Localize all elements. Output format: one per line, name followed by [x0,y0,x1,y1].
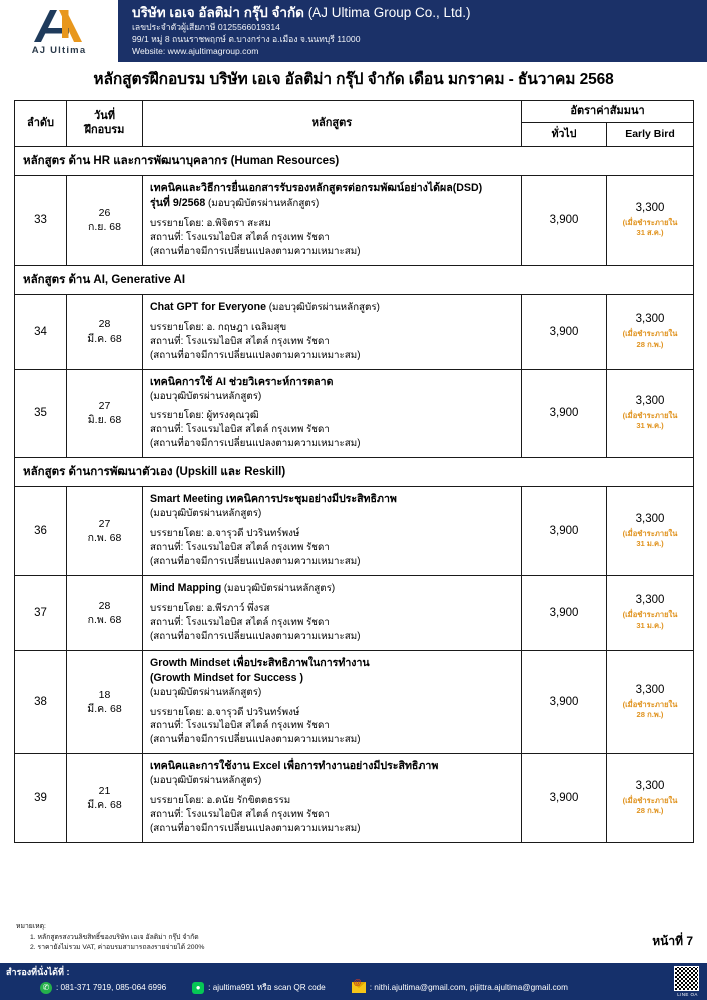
section-header-row [15,458,694,487]
cell-course-details [143,575,522,650]
cell-price-earlybird [607,369,694,458]
cell-price-earlybird [607,176,694,266]
page-number: หน้าที่ 7 [652,934,693,948]
cell-course-details [143,487,522,576]
col-header-date [67,101,143,147]
contact-email-text: : nithi.ajultima@gmail.com, pijittra.ajultima@gmail.com [369,983,568,992]
course-venue-note: (สถานที่อาจมีการเปลี่ยนแปลงตามความเหมาะสม) [150,823,361,835]
table-row [15,294,694,369]
course-speaker: บรรยายโดย: อ.ดนัย รักขิตตธรรม [150,795,291,807]
earlybird-price-value: 3,300 [635,395,665,408]
cell-price-earlybird [607,487,694,576]
cell-price-general: 3,900 [522,650,607,754]
course-schedule-table-wrapper [14,100,693,843]
course-venue: สถานที่: โรงแรมไอบิส สไตล์ กรุงเทพ รัชดา [150,809,330,821]
earlybird-note-line1: (เมื่อชำระภายใน [622,528,678,538]
cell-row-number: 39 [15,754,67,843]
earlybird-note-line1: (เมื่อชำระภายใน [622,610,678,620]
footnotes-heading: หมายเหตุ: [16,923,46,930]
date-month: ก.พ. 68 [87,532,122,545]
cell-row-number: 38 [15,650,67,754]
cell-training-date [67,369,143,458]
course-venue-note: (สถานที่อาจมีการเปลี่ยนแปลงตามความเหมาะสม) [150,438,361,450]
earlybird-price-value: 3,300 [635,779,665,792]
col-header-rate-earlybird: Early Bird [607,123,694,147]
course-venue-note: (สถานที่อาจมีการเปลี่ยนแปลงตามความเหมาะสม) [150,630,361,642]
earlybird-note-line1: (เมื่อชำระภายใน [622,795,678,805]
course-venue: สถานที่: โรงแรมไอบิส สไตล์ กรุงเทพ รัชดา [150,335,330,347]
course-title: เทคนิคและการใช้งาน Excel เพื่อการทำงานอย่างมีประสิทธิภาพ [150,760,439,773]
course-venue: สถานที่: โรงแรมไอบิส สไตล์ กรุงเทพ รัชดา [150,542,330,554]
section-header-label: หลักสูตร ด้าน HR และการพัฒนาบุคลากร (Human Resources) [15,147,694,176]
date-day: 28 [98,318,111,331]
cell-price-general: 3,900 [522,575,607,650]
cell-training-date [67,754,143,843]
cell-price-general: 3,900 [522,754,607,843]
course-title: Growth Mindset เพื่อประสิทธิภาพในการทำงาน [150,656,370,669]
course-title-note: (มอบวุฒิบัตรผ่านหลักสูตร) [265,301,380,313]
cell-training-date [67,650,143,754]
reserve-label: สำรองที่นั่งได้ที่ : [6,967,70,977]
table-head [15,101,694,147]
cell-price-earlybird [607,575,694,650]
website-line: Website: www.ajultimagroup.com [132,45,259,56]
cell-course-details [143,176,522,266]
email-icon: @ [352,982,366,993]
table-row [15,754,694,843]
course-title: เทคนิคการใช้ AI ช่วยวิเคราะห์การตลาด [150,375,334,388]
cell-price-earlybird [607,754,694,843]
date-month: มี.ค. 68 [87,799,122,812]
course-speaker: บรรยายโดย: อ.จารุวดี ปวรินทร์พงษ์ [150,528,300,540]
earlybird-note-line2: 31 ม.ค.) [636,539,664,549]
section-header-label: หลักสูตร ด้าน AI, Generative AI [15,265,694,294]
cell-price-general: 3,900 [522,294,607,369]
course-speaker: บรรยายโดย: อ.พิจิตรา สะสม [150,218,271,230]
course-title: Chat GPT for Everyone (มอบวุฒิบัตรผ่านหลักสูตร) [150,300,380,313]
table-body [15,147,694,843]
company-logo [0,0,118,62]
date-day: 28 [98,599,111,612]
cell-price-earlybird [607,650,694,754]
date-day: 27 [98,517,111,530]
course-venue-note: (สถานที่อาจมีการเปลี่ยนแปลงตามความเหมาะสม) [150,734,361,746]
tax-id-line: เลขประจำตัวผู้เสียภาษี 0125566019314 [132,22,280,33]
course-title-note: (มอบวุฒิบัตรผ่านหลักสูตร) [205,198,320,210]
course-schedule-table [14,100,694,843]
earlybird-note-line1: (เมื่อชำระภายใน [622,218,678,228]
qr-code-icon [674,966,699,991]
contact-email[interactable] [352,978,568,993]
earlybird-note-line1: (เมื่อชำระภายใน [622,329,678,339]
course-speaker: บรรยายโดย: อ.พีรภาว์ พึ่งรส [150,602,270,614]
section-header-label: หลักสูตร ด้านการพัฒนาตัวเอง (Upskill และ Reskill) [15,458,694,487]
earlybird-deadline-note [607,610,693,631]
earlybird-note-line2: 31 พ.ค.) [636,421,664,431]
company-name-en: (AJ Ultima Group Co., Ltd.) [307,5,471,21]
logo-wordmark: AJ Ultima [31,45,87,56]
cell-price-general: 3,900 [522,487,607,576]
cell-training-date [67,487,143,576]
col-header-no: ลำดับ [15,101,67,147]
cell-training-date [67,575,143,650]
section-header-row [15,147,694,176]
cell-row-number: 35 [15,369,67,458]
course-subtitle: (มอบวุฒิบัตรผ่านหลักสูตร) [150,686,262,698]
cell-price-general: 3,900 [522,369,607,458]
earlybird-note-line2: 31 ม.ค.) [636,620,664,630]
course-subtitle: (มอบวุฒิบัตรผ่านหลักสูตร) [150,508,262,520]
contact-phone-text: : 081-371 7919, 085-064 6996 [56,983,167,992]
earlybird-note-line1: (เมื่อชำระภายใน [622,699,678,709]
course-subtitle: (มอบวุฒิบัตรผ่านหลักสูตร) [150,390,262,402]
date-month: มี.ค. 68 [87,332,122,345]
earlybird-deadline-note [607,329,693,350]
table-row [15,650,694,754]
course-venue: สถานที่: โรงแรมไอบิส สไตล์ กรุงเทพ รัชดา [150,231,330,243]
col-header-course: หลักสูตร [143,101,522,147]
contact-footer-bar [0,963,707,1000]
line-chat-icon: ● [192,982,204,994]
cell-row-number: 33 [15,176,67,266]
earlybird-deadline-note [607,796,693,817]
company-info-band [118,0,707,62]
date-month: มิ.ย. 68 [87,414,122,427]
course-title: Mind Mapping (มอบวุฒิบัตรผ่านหลักสูตร) [150,581,336,594]
date-day: 26 [98,207,111,220]
contact-line-text: : ajultima991 หรือ scan QR code [208,983,326,992]
contact-phone[interactable] [40,982,166,994]
cell-row-number: 37 [15,575,67,650]
aj-ultima-logo-icon [32,8,86,44]
earlybird-note-line2: 28 ก.พ.) [636,339,664,349]
table-header-row-1 [15,101,694,123]
course-venue: สถานที่: โรงแรมไอบิส สไตล์ กรุงเทพ รัชดา [150,616,330,628]
footnote-item-2: 2. ราคายังไม่รวม VAT, ค่าอบรมสามารถลงรายจ่ายได้ 200% [30,944,205,952]
date-day: 21 [98,784,111,797]
cell-course-details [143,650,522,754]
cell-training-date [67,294,143,369]
page-header [0,0,707,62]
earlybird-price-value: 3,300 [635,594,665,607]
cell-row-number: 36 [15,487,67,576]
course-title-secondary: (Growth Mindset for Success ) [150,671,304,684]
table-row [15,176,694,266]
earlybird-note-line2: 28 ก.พ.) [636,709,664,719]
cell-training-date [67,176,143,266]
course-venue-note: (สถานที่อาจมีการเปลี่ยนแปลงตามความเหมาะสม) [150,555,361,567]
company-name-th: บริษัท เอเจ อัลติม่า กรุ๊ป จำกัด [132,5,304,21]
table-row [15,369,694,458]
date-day: 27 [98,400,111,413]
cell-course-details [143,294,522,369]
earlybird-price-value: 3,300 [635,313,665,326]
qr-code-block[interactable] [674,966,701,997]
col-header-date-line2: ฝึกอบรม [84,123,125,136]
earlybird-deadline-note [607,529,693,550]
cell-course-details [143,754,522,843]
cell-price-general: 3,900 [522,176,607,266]
date-day: 18 [98,688,111,701]
table-row [15,575,694,650]
page-title: หลักสูตรฝึกอบรม บริษัท เอเจ อัลติม่า กรุ๊ป จำกัด เดือน มกราคม - ธันวาคม 2568 [93,71,614,88]
course-venue-note: (สถานที่อาจมีการเปลี่ยนแปลงตามความเหมาะสม) [150,245,361,257]
course-speaker: บรรยายโดย: ผู้ทรงคุณวุฒิ [150,410,259,422]
course-venue: สถานที่: โรงแรมไอบิส สไตล์ กรุงเทพ รัชดา [150,424,330,436]
earlybird-deadline-note [607,411,693,432]
contact-line[interactable] [192,981,326,994]
earlybird-note-line2: 31 ส.ค.) [636,228,664,238]
cell-row-number: 34 [15,294,67,369]
phone-icon: ✆ [40,982,52,994]
table-row [15,487,694,576]
earlybird-price-value: 3,300 [635,683,665,696]
course-venue-note: (สถานที่อาจมีการเปลี่ยนแปลงตามความเหมาะสม) [150,349,361,361]
earlybird-deadline-note [607,700,693,721]
course-speaker: บรรยายโดย: อ.จารุวดี ปวรินทร์พงษ์ [150,706,300,718]
company-name [132,5,707,22]
qr-code-label: LINE OA [677,992,698,997]
section-header-row [15,265,694,294]
cell-course-details [143,369,522,458]
earlybird-price-value: 3,300 [635,512,665,525]
course-speaker: บรรยายโดย: อ. กฤษฎา เฉลิมสุข [150,321,287,333]
course-venue: สถานที่: โรงแรมไอบิส สไตล์ กรุงเทพ รัชดา [150,720,330,732]
course-title-note: (มอบวุฒิบัตรผ่านหลักสูตร) [221,582,336,594]
course-subtitle: (มอบวุฒิบัตรผ่านหลักสูตร) [150,775,262,787]
contact-row [40,978,568,994]
earlybird-price-value: 3,300 [635,202,665,215]
cell-price-earlybird [607,294,694,369]
course-title-secondary: รุ่นที่ 9/2568 (มอบวุฒิบัตรผ่านหลักสูตร) [150,197,320,210]
earlybird-note-line1: (เมื่อชำระภายใน [622,411,678,421]
footnote-item-1: 1. หลักสูตรสงวนลิขสิทธิ์ของบริษัท เอเจ อัลติม่า กรุ๊ป จำกัด [30,934,199,942]
col-header-rate-general: ทั่วไป [522,123,607,147]
col-header-date-line1: วันที่ [94,109,115,122]
address-line: 99/1 หมู่ 8 ถนนราชพฤกษ์ ต.บางกร่าง อ.เมือง จ.นนทบุรี 11000 [132,34,361,45]
earlybird-deadline-note [607,218,693,239]
earlybird-note-line2: 28 ก.พ.) [636,806,664,816]
date-month: มี.ค. 68 [87,702,122,715]
course-title: เทคนิคและวิธีการยื่นเอกสารรับรองหลักสูตรต่อกรมพัฒน์อย่างได้ผล(DSD) [150,182,483,194]
col-header-rate-group: อัตราค่าสัมมนา [522,101,694,123]
date-month: ก.ย. 68 [88,221,121,234]
footnotes [16,922,204,954]
date-month: ก.พ. 68 [87,613,122,626]
course-title: Smart Meeting เทคนิคการประชุมอย่างมีประสิทธิภาพ [150,493,397,506]
